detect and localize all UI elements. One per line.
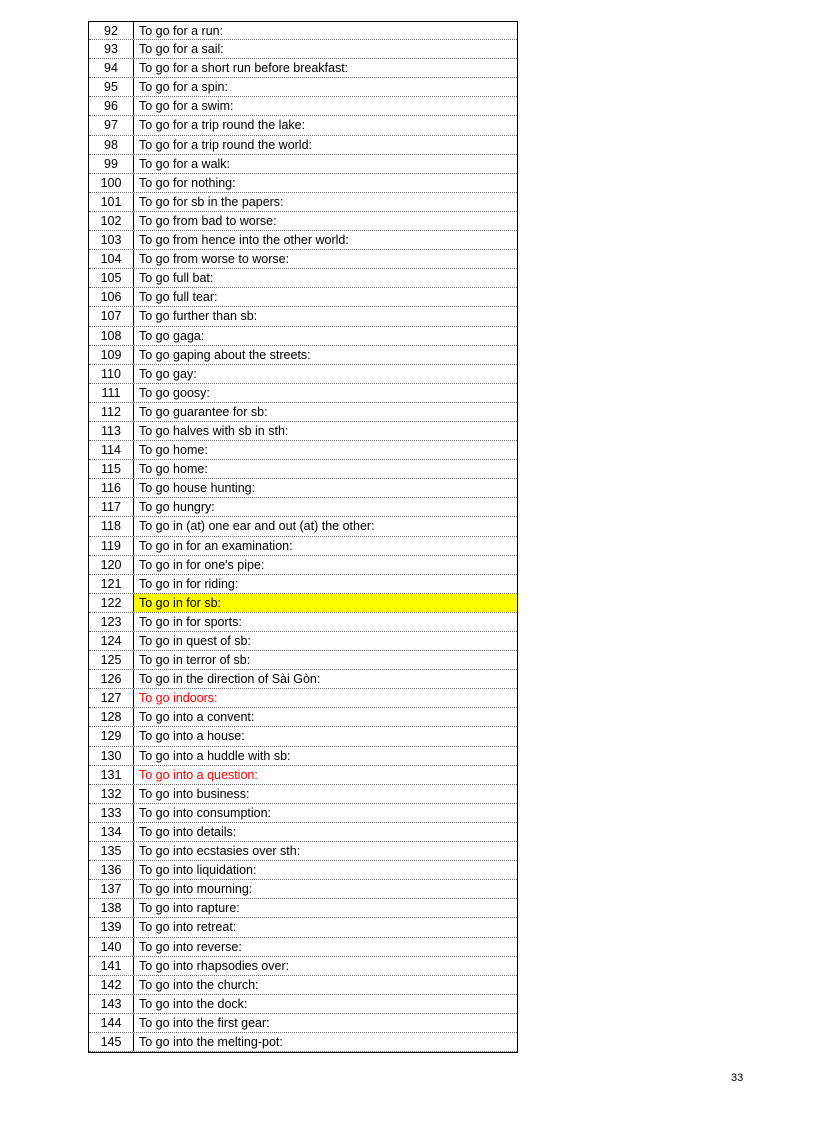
row-phrase: To go for sb in the papers: <box>139 194 284 209</box>
row-number: 134 <box>89 823 134 841</box>
row-phrase: To go in for one's pipe: <box>139 557 265 572</box>
row-phrase: To go in for sb: <box>134 594 517 612</box>
row-phrase: To go in quest of sb: <box>139 634 251 648</box>
row-number: 106 <box>89 288 134 306</box>
row-number: 117 <box>89 498 134 516</box>
row-phrase: To go for a trip round the lake: <box>139 118 306 133</box>
row-phrase: To go into retreat: <box>139 920 237 935</box>
row-number: 143 <box>89 995 134 1013</box>
row-number: 104 <box>89 250 134 268</box>
table-row <box>89 174 517 193</box>
row-number: 145 <box>89 1033 134 1051</box>
page-number: 33 <box>731 1072 744 1084</box>
row-phrase: To go hungry: <box>139 500 215 515</box>
row-number: 139 <box>89 918 134 936</box>
table-row <box>89 899 517 918</box>
row-number: 138 <box>89 899 134 917</box>
table-row <box>89 842 517 861</box>
table-row <box>89 594 517 613</box>
table-row <box>89 327 517 346</box>
row-phrase: To go full bat: <box>139 271 214 286</box>
row-number: 98 <box>89 136 134 154</box>
row-phrase: To go halves with sb in sth: <box>139 423 289 438</box>
row-number: 123 <box>89 613 134 631</box>
table-row <box>89 785 517 804</box>
row-phrase: To go for a short run before breakfast: <box>139 61 349 76</box>
table-row <box>89 938 517 957</box>
table-row <box>89 708 517 727</box>
row-phrase: To go into a question: <box>139 767 258 782</box>
row-number: 107 <box>89 307 134 325</box>
row-phrase: To go gaping about the streets: <box>139 347 311 362</box>
row-phrase: To go for a run: <box>139 24 224 38</box>
table-row <box>89 976 517 995</box>
table-row <box>89 78 517 97</box>
row-number: 131 <box>89 766 134 784</box>
row-phrase: To go for a spin: <box>139 80 228 95</box>
table-row <box>89 136 517 155</box>
row-number: 119 <box>89 537 134 555</box>
row-number: 144 <box>89 1014 134 1032</box>
row-phrase: To go house hunting: <box>139 481 256 496</box>
row-number: 103 <box>89 231 134 249</box>
row-phrase: To go guarantee for sb: <box>139 404 268 419</box>
row-number: 105 <box>89 269 134 287</box>
row-phrase: To go in for an examination: <box>139 538 293 553</box>
table-row <box>89 575 517 594</box>
row-number: 129 <box>89 727 134 745</box>
table-row <box>89 250 517 269</box>
row-phrase: To go into a convent: <box>139 710 255 725</box>
table-row <box>89 346 517 365</box>
row-number: 109 <box>89 346 134 364</box>
row-number: 140 <box>89 938 134 956</box>
row-number: 136 <box>89 861 134 879</box>
table-row <box>89 116 517 135</box>
row-number: 124 <box>89 632 134 650</box>
row-phrase: To go for a swim: <box>139 99 234 114</box>
table-row <box>89 556 517 575</box>
row-phrase: To go from worse to worse: <box>139 252 290 267</box>
row-phrase: To go for nothing: <box>139 175 236 190</box>
row-phrase: To go in (at) one ear and out (at) the other: <box>139 519 375 534</box>
table-row <box>89 747 517 766</box>
row-phrase: To go into a house: <box>139 729 245 744</box>
row-phrase: To go into reverse: <box>139 939 242 954</box>
table-row <box>89 632 517 651</box>
table-row <box>89 517 517 536</box>
row-number: 95 <box>89 78 134 96</box>
table-row <box>89 880 517 899</box>
row-phrase: To go for a trip round the world: <box>139 137 313 152</box>
row-number: 113 <box>89 422 134 440</box>
row-phrase: To go indoors: <box>139 691 218 706</box>
row-number: 102 <box>89 212 134 230</box>
table-row <box>89 307 517 326</box>
row-number: 122 <box>89 594 134 612</box>
table-row <box>89 613 517 632</box>
table-row <box>89 498 517 517</box>
table-row <box>89 269 517 288</box>
table-row <box>89 384 517 403</box>
table-row <box>89 957 517 976</box>
row-number: 135 <box>89 842 134 860</box>
row-phrase: To go from bad to worse: <box>139 213 277 228</box>
row-number: 94 <box>89 59 134 77</box>
row-phrase: To go into mourning: <box>139 882 253 897</box>
row-phrase: To go into consumption: <box>139 805 272 820</box>
table-row <box>89 537 517 556</box>
table-row <box>89 288 517 307</box>
row-phrase: To go further than sb: <box>139 309 258 324</box>
table-row <box>89 21 517 40</box>
row-phrase: To go into details: <box>139 824 237 839</box>
table-row <box>89 193 517 212</box>
table-row <box>89 1014 517 1033</box>
table-row <box>89 479 517 498</box>
table-row <box>89 918 517 937</box>
table-row <box>89 823 517 842</box>
row-phrase: To go home: <box>139 443 208 458</box>
table-row <box>89 689 517 708</box>
table-row <box>89 766 517 785</box>
row-number: 128 <box>89 708 134 726</box>
row-phrase: To go for a sail: <box>139 42 224 57</box>
table-row <box>89 365 517 384</box>
row-number: 130 <box>89 747 134 765</box>
row-number: 96 <box>89 97 134 115</box>
row-number: 101 <box>89 193 134 211</box>
phrase-table <box>88 21 518 1053</box>
row-number: 116 <box>89 479 134 497</box>
table-row <box>89 995 517 1014</box>
table-row <box>89 861 517 880</box>
row-number: 108 <box>89 327 134 345</box>
table-row <box>89 422 517 441</box>
table-row <box>89 804 517 823</box>
row-number: 126 <box>89 670 134 688</box>
row-phrase: To go full tear: <box>139 290 218 305</box>
row-number: 132 <box>89 785 134 803</box>
table-row <box>89 460 517 479</box>
row-phrase: To go home: <box>139 462 208 477</box>
row-number: 92 <box>89 22 134 39</box>
table-row <box>89 231 517 250</box>
row-phrase: To go in the direction of Sài Gòn: <box>139 672 321 687</box>
row-phrase: To go into liquidation: <box>139 863 257 878</box>
row-number: 97 <box>89 116 134 134</box>
row-phrase: To go in for sports: <box>139 614 242 629</box>
row-number: 93 <box>89 40 134 58</box>
row-phrase: To go into rhapsodies over: <box>139 958 290 973</box>
row-phrase: To go into business: <box>139 786 250 801</box>
row-phrase: To go goosy: <box>139 385 210 400</box>
row-phrase: To go into a huddle with sb: <box>139 748 291 763</box>
row-phrase: To go into rapture: <box>139 901 240 916</box>
table-row <box>89 1033 517 1052</box>
table-row <box>89 651 517 670</box>
row-phrase: To go into ecstasies over sth: <box>139 844 301 859</box>
row-number: 112 <box>89 403 134 421</box>
table-row <box>89 59 517 78</box>
row-phrase: To go into the church: <box>139 977 259 992</box>
row-number: 110 <box>89 365 134 383</box>
row-number: 137 <box>89 880 134 898</box>
table-row <box>89 441 517 460</box>
row-phrase: To go gaga: <box>139 328 205 343</box>
row-phrase: To go into the melting-pot: <box>139 1034 283 1049</box>
table-row <box>89 670 517 689</box>
row-phrase: To go gay: <box>139 366 197 381</box>
row-number: 121 <box>89 575 134 593</box>
row-phrase: To go from hence into the other world: <box>139 233 349 248</box>
row-number: 100 <box>89 174 134 192</box>
row-number: 114 <box>89 441 134 459</box>
row-number: 120 <box>89 556 134 574</box>
table-row <box>89 727 517 746</box>
row-number: 127 <box>89 689 134 707</box>
row-number: 125 <box>89 651 134 669</box>
table-row <box>89 212 517 231</box>
table-row <box>89 403 517 422</box>
row-phrase: To go into the first gear: <box>139 1015 270 1030</box>
table-row <box>89 97 517 116</box>
row-phrase: To go for a walk: <box>139 156 231 171</box>
row-number: 142 <box>89 976 134 994</box>
row-number: 118 <box>89 517 134 535</box>
row-phrase: To go into the dock: <box>139 996 248 1011</box>
table-row <box>89 40 517 59</box>
row-number: 115 <box>89 460 134 478</box>
row-number: 111 <box>89 384 134 402</box>
row-number: 141 <box>89 957 134 975</box>
row-phrase: To go in for riding: <box>139 576 239 591</box>
row-number: 133 <box>89 804 134 822</box>
row-number: 99 <box>89 155 134 173</box>
row-phrase: To go in terror of sb: <box>139 653 251 668</box>
table-row <box>89 155 517 174</box>
